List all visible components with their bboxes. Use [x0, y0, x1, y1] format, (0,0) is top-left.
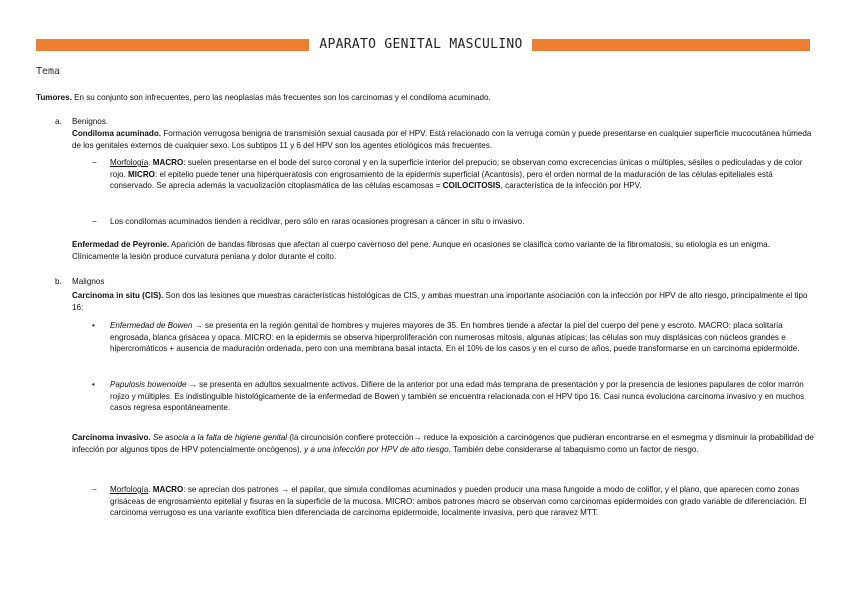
- bowen-name: Enfermedad de Bowen: [110, 321, 193, 330]
- micro-text: : el epitelio puede tener una hiperqueratosis con engrosamiento de la epidermis superficial (Acantosis), pero el orden normal de la maduración de las células epiteliales está conservado. Se aprecia además la vacuolización citoplasmática de las células escamosas =: [110, 169, 773, 191]
- intro-term: Tumores.: [36, 93, 72, 102]
- cis-text: Son dos las lesiones que muestras características histológicas de CIS, y ambas muestran una importante asociación con la infección por HPV de alto riesgo, principalmente el tipo 16:: [72, 291, 808, 312]
- peyronie-term: Enfermedad de Peyronie.: [72, 240, 170, 249]
- invasivo-text-1: (la circuncisión confiere protección→ reduce la exposición a carcinógenos que pudieran encontrarse en el esmegma y disminuir la probabilidad de infección por algunos tipos de HPV potencialmente oncógenos),: [72, 433, 814, 454]
- list-marker-b: b.: [55, 277, 62, 286]
- recidiva-item: Los condilomas acuminados tienden a recidivar, pero sólo en raras ocasiones progresan a cáncer in situ o invasivo.: [110, 217, 525, 226]
- invasivo-morfologia-item: [110, 484, 815, 519]
- document-title: APARATO GENITAL MASCULINO: [319, 37, 523, 52]
- round-bullet: •: [92, 380, 95, 389]
- list-marker-a: a.: [55, 117, 62, 126]
- separator: .: [148, 485, 153, 494]
- bowen-item: [110, 320, 815, 355]
- morfologia-label: Morfología: [110, 158, 149, 167]
- macro-label: MACRO: [152, 485, 184, 494]
- papulosis-name: Papulosis bowenoide: [110, 380, 187, 389]
- cis-paragraph: [72, 290, 814, 313]
- dash-bullet: −: [92, 158, 97, 167]
- dash-bullet: −: [92, 485, 97, 494]
- separator: .: [148, 158, 153, 167]
- title-banner: [36, 36, 810, 53]
- peyronie-paragraph: [72, 239, 812, 262]
- round-bullet: •: [92, 321, 95, 330]
- dash-bullet: −: [92, 217, 97, 226]
- tema-label: Tema: [36, 66, 61, 77]
- invasivo-text-2: También debe considerarse al tabaquismo como un factor de riesgo.: [450, 444, 699, 454]
- coilocitosis-term: COILOCITOSIS: [442, 181, 501, 191]
- coilocitosis-text: , característica de la infección por HPV.: [500, 181, 642, 191]
- condiloma-morfologia-item: [110, 157, 813, 192]
- invasivo-morfologia-text: : se aprecian dos patrones → el papilar, que simula condilomas acuminados y pueden producir una masa fungoide a modo de coliflor, y el plano, que aparecen como zonas grisáceas de engrosamiento epitelial y fisuras en la superficie de la mucosa. MICRO: ambos patrones macro se observan como carcinomas epidermoides con grado variable de diferenciación. El carcinoma verrugoso es una variante exofítica bien diferenciada de carcinoma epidermoide, localmente invasiva, pero que raravez MTT.: [110, 485, 807, 518]
- cis-term: Carcinoma in situ (CIS).: [72, 291, 164, 300]
- malignos-heading: Malignos: [72, 277, 105, 286]
- title-bar-right-stripe: [532, 39, 810, 51]
- title-bar-left-stripe: [36, 39, 309, 51]
- benignos-heading: Benignos.: [72, 117, 108, 126]
- morfologia-label: Morfología: [110, 485, 149, 494]
- condiloma-text: Formación verrugosa benigna de transmisión sexual causada por el HPV. Está relacionado con la verruga común y puede presentarse en cualquier superficie mucocutánea húmeda de los genitales externos de cualquier sexo. Los subtipos 11 y 6 del HPV son los agentes etiológicos más frecuentes.: [72, 129, 812, 150]
- invasivo-italic-1: Se asocia a la falta de higiene genital: [150, 433, 288, 442]
- macro-label: MACRO: [152, 158, 184, 167]
- condiloma-paragraph: [72, 128, 812, 151]
- peyronie-text: Aparición de bandas fibrosas que afectan al cuerpo cavernoso del pene. Aunque en ocasiones se clasifica como variante de la fibromatosis, su etiología es un enigma. Clínicamente la lesión produce curvatura peniana y dolor durante el coito.: [72, 240, 770, 261]
- papulosis-item: [110, 379, 815, 414]
- condiloma-term: Condiloma acuminado.: [72, 129, 162, 138]
- macro-text: : suelen presentarse en el bode del surco coronal y en la superficie interior del prepucio; se observan como excrecencias únicas o múltiples, sésiles o pediculadas y de color rojo.: [110, 158, 803, 179]
- invasivo-italic-2: y a una infección por HPV de alto riesgo.: [301, 444, 451, 454]
- bowen-text: → se presenta en la región genital de hombres y mujeres mayores de 35. En hombres tiende a afectar la piel del cuerpo del pene y escroto. MACRO: placa solitaria engrosada, blanca grisácea y opaca. MICRO: en la epidermis se observa hiperproliferación con numerosas mitosis, algunas atípicas; las células son muy displásicas con núcleos grandes e hipercromáticos + ausencia de maduración ordenada, pero con una membrana basal intacta. En el 10% de los casos y en el curso de años, puede transformarse en un carcinoma epidermoide.: [110, 321, 800, 354]
- invasivo-term: Carcinoma invasivo.: [72, 433, 151, 442]
- intro-text: En su conjunto son infrecuentes, pero las neoplasias más frecuentes son los carcinomas y el condiloma acuminado.: [71, 93, 491, 102]
- papulosis-text: → se presenta en adultos sexualmente activos. Difiere de la anterior por una edad más temprana de presentación y por la presencia de lesiones papulares de color marrón rojizo y múltiples. Es indistinguible histológicamente de la enfermedad de Bowen y también se encuentra relacionada con el HPV tipo 16. Casi nunca evoluciona carcinoma invasivo y en muchos casos regresa espontáneamente.: [110, 380, 805, 413]
- invasivo-paragraph: [72, 432, 814, 455]
- micro-label: MICRO: [128, 169, 155, 179]
- intro-paragraph: [36, 92, 816, 104]
